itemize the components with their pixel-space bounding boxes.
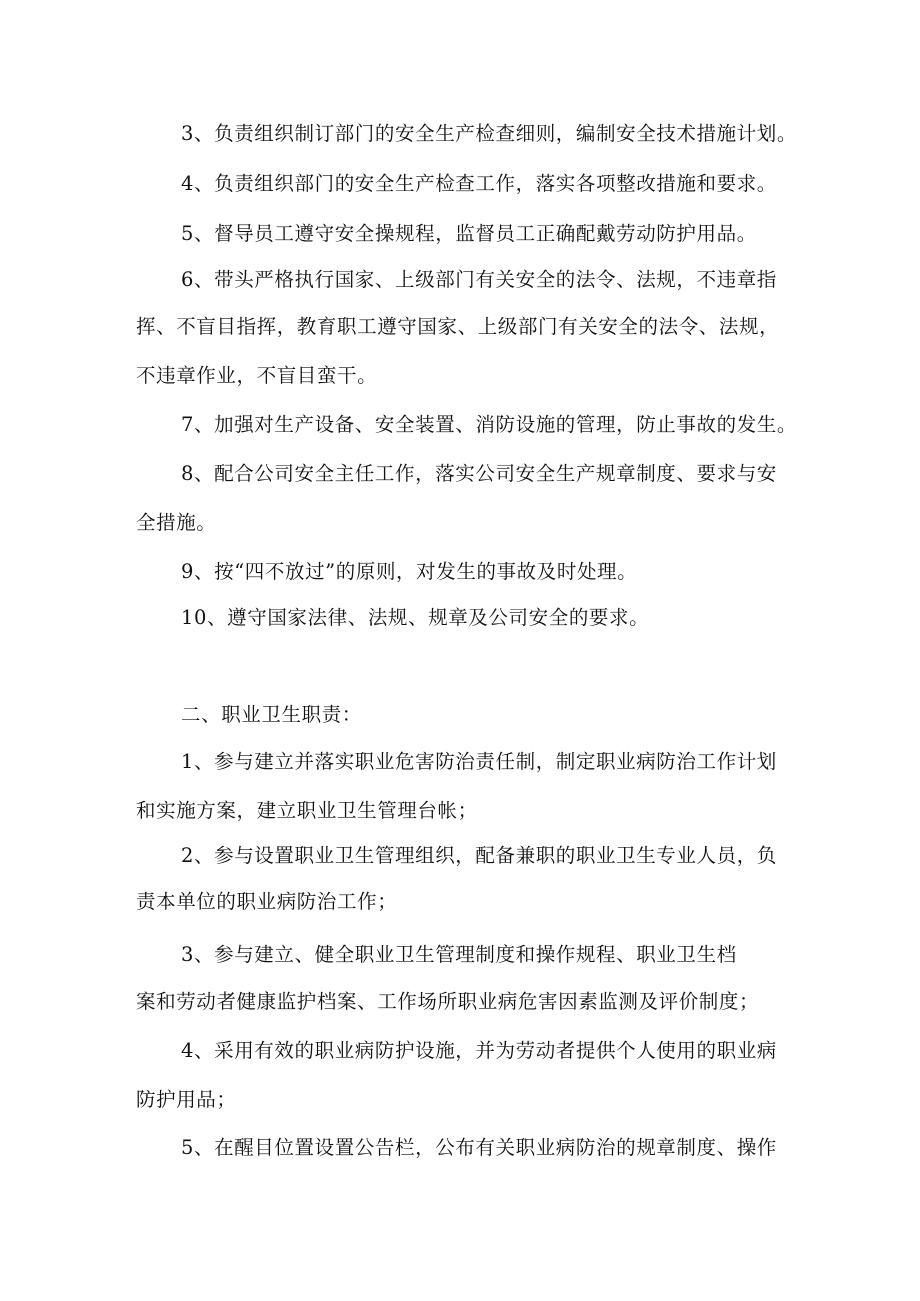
- duty-4-line-1: 4、采用有效的职业病防护设施，并为劳动者提供个人使用的职业病: [181, 1039, 777, 1062]
- duty-4-line-2: 防护用品；: [136, 1088, 237, 1111]
- duty-1-line-2: 和实施方案，建立职业卫生管理台帐；: [136, 799, 478, 822]
- item-4-line-1: 4、负责组织部门的安全生产检查工作，落实各项整改措施和要求。: [181, 172, 777, 195]
- item-10-line-1: 10、遵守国家法律、法规、规章及公司安全的要求。: [181, 606, 650, 629]
- item-6-line-2: 挥、不盲目指挥，教育职工遵守国家、上级部门有关安全的法令、法规，: [136, 315, 780, 338]
- item-3-line-1: 3、负责组织制订部门的安全生产检查细则，编制安全技术措施计划。: [181, 122, 798, 145]
- item-8-line-2: 全措施。: [136, 511, 217, 534]
- item-7-line-1: 7、加强对生产设备、安全装置、消防设施的管理，防止事故的发生。: [181, 413, 798, 436]
- duty-1-line-1: 1、参与建立并落实职业危害防治责任制，制定职业病防治工作计划: [181, 750, 777, 773]
- item-8-line-1: 8、配合公司安全主任工作，落实公司安全生产规章制度、要求与安: [181, 462, 777, 485]
- item-9-line-1: 9、按“四不放过”的原则，对发生的事故及时处理。: [181, 560, 638, 583]
- item-6-line-1: 6、带头严格执行国家、上级部门有关安全的法令、法规，不违章指: [181, 268, 777, 291]
- duty-2-line-2: 责本单位的职业病防治工作；: [136, 890, 398, 913]
- item-5-line-1: 5、督导员工遵守安全操规程，监督员工正确配戴劳动防护用品。: [181, 222, 757, 245]
- duty-3-line-2: 案和劳动者健康监护档案、工作场所职业病危害因素监测及评价制度；: [136, 990, 760, 1013]
- section-heading: 二、职业卫生职责：: [181, 703, 362, 726]
- duty-2-line-1: 2、参与设置职业卫生管理组织，配备兼职的职业卫生专业人员，负: [181, 844, 777, 867]
- item-6-line-3: 不违章作业，不盲目蛮干。: [136, 364, 378, 387]
- duty-5-line-1: 5、在醒目位置设置公告栏，公布有关职业病防治的规章制度、操作: [181, 1136, 777, 1159]
- duty-3-line-1: 3、参与建立、健全职业卫生管理制度和操作规程、职业卫生档: [181, 943, 737, 966]
